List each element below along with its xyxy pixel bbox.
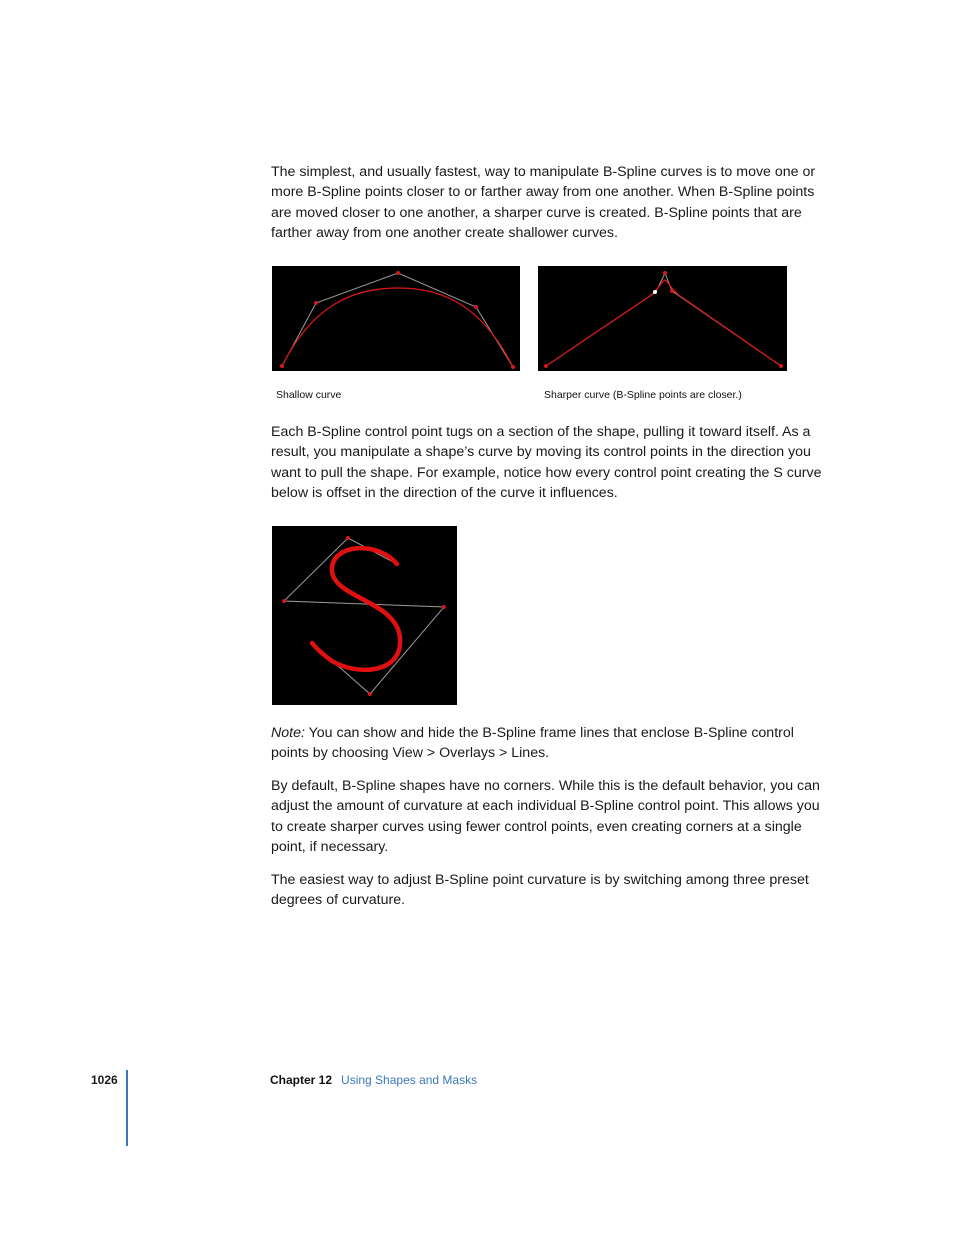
chapter-label: Chapter 12	[270, 1073, 333, 1087]
shallow-control-point	[511, 365, 515, 369]
sharper-control-point	[663, 271, 667, 275]
note-text: You can show and hide the B-Spline frame lines that enclose B-Spline control points by choosing View > Overlays > Lines.	[271, 725, 794, 762]
note-paragraph	[271, 723, 827, 764]
shallow-curve-figure	[272, 266, 520, 371]
page-number: 1026	[91, 1073, 118, 1087]
s-curve-control-point	[442, 605, 446, 609]
shallow-control-point	[280, 364, 284, 368]
shallow-curve-caption: Shallow curve	[276, 389, 342, 401]
s-curve-figure	[272, 526, 457, 705]
curvature-paragraph: The easiest way to adjust B-Spline point curvature is by switching among three preset degrees of curvature.	[271, 872, 809, 909]
intro-paragraph: The simplest, and usually fastest, way to manipulate B-Spline curves is to move one or more B-Spline points closer to or farther away from one another. When B-Spline points are moved closer to one another, a sharper curve is created. B-Spline points that are farther away from one another create shallower curves.	[271, 164, 816, 241]
sharper-curve-path	[546, 280, 781, 366]
chapter-title: Using Shapes and Masks	[341, 1073, 478, 1087]
s-curve-control-point	[282, 599, 286, 603]
shallow-control-point	[396, 271, 400, 275]
shallow-control-point	[474, 305, 478, 309]
control-point-paragraph: Each B-Spline control point tugs on a section of the shape, pulling it toward itself. As a result, you manipulate a shape’s curve by moving its control points in the direction you want to pull the shape. For example, notice how every control point creating the S curve below is offset in the direction of the curve it influences.	[271, 424, 822, 501]
s-curve-control-point	[368, 692, 372, 696]
note-label: Note:	[271, 725, 305, 741]
sharper-control-point	[779, 364, 783, 368]
shallow-control-point	[314, 301, 318, 305]
chapter-footer	[270, 1073, 477, 1087]
shallow-curve-path	[282, 288, 513, 367]
sharper-control-point	[544, 364, 548, 368]
corners-paragraph: By default, B-Spline shapes have no corners. While this is the default behavior, you can adjust the amount of curvature at each individual B-Spline control point. This allows you to create sharper curves using fewer control points, even creating corners at a single point, if necessary.	[271, 778, 820, 855]
footer-divider	[126, 1070, 128, 1146]
shallow-frame-lines	[282, 273, 513, 367]
sharper-selected-point	[653, 290, 657, 294]
sharper-curve-figure	[538, 266, 787, 371]
sharper-control-point	[670, 289, 674, 293]
s-curve-path	[312, 548, 400, 670]
sharper-curve-caption: Sharper curve (B-Spline points are closer.)	[544, 389, 742, 401]
sharper-frame-lines	[546, 273, 781, 366]
s-curve-control-point	[346, 536, 350, 540]
